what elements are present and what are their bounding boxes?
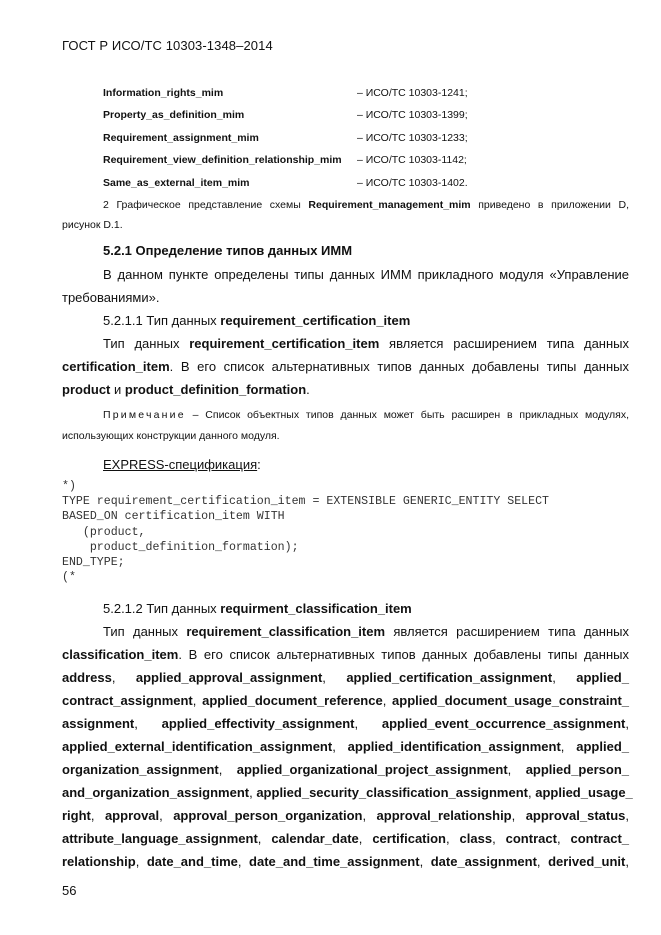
type-list-line (62, 851, 629, 873)
type-name: certification (372, 831, 446, 846)
paragraph-line (62, 644, 629, 666)
mim-reference: – ИСО/ТС 10303-1233; (357, 132, 468, 144)
type-name: and_organization_assignment (62, 785, 250, 800)
document-header: ГОСТ Р ИСО/ТС 10303-1348–2014 (62, 38, 273, 53)
separator: , (362, 808, 377, 823)
note-primechanie-line2: использующих конструкции данного модуля. (62, 430, 280, 442)
mim-name: Property_as_definition_mim (103, 109, 245, 121)
separator: , (382, 693, 393, 708)
paragraph-line: В данном пункте определены типы данных ИММ прикладного модуля «Управление (103, 267, 629, 282)
type-name: applied_person_ (525, 762, 629, 777)
separator: , (492, 831, 506, 846)
type-name: product_definition_formation (124, 382, 307, 397)
separator: , (135, 854, 147, 869)
type-name: applied_usage_ (535, 785, 633, 800)
note-2-text: 2 Графическое представление схемы (103, 199, 309, 211)
type-name: contract_ (570, 831, 630, 846)
mim-reference: – ИСО/ТС 10303-1402. (357, 177, 468, 189)
type-name: applied_identification_assignment (347, 739, 561, 754)
type-name: applied_document_reference (202, 693, 383, 708)
type-name: address (62, 670, 112, 685)
type-name: relationship (62, 854, 136, 869)
separator: , (419, 854, 431, 869)
separator: , (257, 831, 272, 846)
type-name: applied_external_identification_assignment (62, 739, 333, 754)
mim-reference: – ИСО/ТС 10303-1399; (357, 109, 468, 121)
type-name: date_and_time (146, 854, 238, 869)
mim-reference: – ИСО/ТС 10303-1142; (357, 154, 467, 166)
type-name: approval (104, 808, 160, 823)
type-name: applied_organizational_project_assignment (236, 762, 508, 777)
type-name: applied_certification_assignment (346, 670, 553, 685)
note-label: Примечание (103, 409, 186, 421)
express-specification-label (103, 454, 261, 476)
type-name: right (62, 808, 91, 823)
type-name: derived_unit (548, 854, 626, 869)
section-heading-5-2-1-2 (103, 598, 412, 620)
section-heading-5-2-1: 5.2.1 Определение типов данных ИММ (103, 243, 353, 258)
type-name: applied_security_classification_assignment (256, 785, 528, 800)
separator: , (536, 854, 549, 869)
separator: , (511, 808, 526, 823)
mim-name: Requirement_view_definition_relationship_mim (103, 154, 342, 166)
separator: , (192, 693, 203, 708)
type-list-line (62, 759, 629, 781)
text: . (306, 382, 310, 397)
mim-name: Requirement_assignment_mim (103, 132, 259, 144)
type-name: class (459, 831, 493, 846)
type-list-line (62, 828, 629, 850)
type-list-line (62, 736, 629, 758)
type-list-line (62, 713, 629, 735)
type-list-line (62, 805, 629, 827)
separator: , (625, 808, 630, 823)
note-text: Список объектных типов данных может быть расширен в прикладных модулях, (205, 409, 629, 421)
type-name: attribute_language_assignment (62, 831, 258, 846)
type-name: applied_document_usage_constraint_ (392, 693, 629, 708)
type-name: applied_ (576, 670, 629, 685)
note-2-line1 (103, 199, 629, 211)
note-2-line2: рисунок D.1. (62, 219, 123, 231)
separator: , (249, 785, 257, 800)
type-name: approval_status (525, 808, 626, 823)
separator: , (332, 739, 348, 754)
separator: , (507, 762, 526, 777)
type-name: approval_person_organization (173, 808, 363, 823)
type-name: date_and_time_assignment (249, 854, 420, 869)
separator: , (560, 739, 577, 754)
paragraph-line (103, 621, 629, 643)
text: является расширением типа данных (385, 624, 629, 639)
type-name: applied_effectivity_assignment (161, 716, 355, 731)
paragraph-line: требованиями». (62, 290, 160, 305)
heading-type-name: requirement_certification_item (220, 313, 411, 328)
note-2-schema-name: Requirement_management_mim (308, 199, 471, 211)
mim-name: Information_rights_mim (103, 87, 224, 99)
separator: , (625, 854, 629, 869)
type-name: requirement_classification_item (186, 624, 386, 639)
separator: , (111, 670, 136, 685)
type-name: classification_item (62, 647, 179, 662)
note-dash: – (185, 409, 206, 421)
separator: , (237, 854, 250, 869)
express-label-colon: : (257, 457, 261, 472)
type-name: organization_assignment (62, 762, 219, 777)
separator: , (358, 831, 373, 846)
page-number: 56 (62, 883, 77, 898)
text: . В его список альтернативных типов данных добавлены типы данных (178, 647, 629, 662)
section-heading-5-2-1-1 (103, 310, 410, 332)
note-primechanie-line1 (103, 409, 629, 421)
type-name: requirement_certification_item (189, 336, 380, 351)
separator: , (528, 785, 536, 800)
mim-reference: – ИСО/ТС 10303-1241; (357, 87, 468, 99)
type-name: calendar_date (271, 831, 359, 846)
type-name: contract_assignment (62, 693, 193, 708)
type-list-line (62, 690, 629, 712)
heading-text: 5.2.1.1 Тип данных (103, 313, 221, 328)
type-name: product (62, 382, 111, 397)
text: и (110, 382, 125, 397)
text: Тип данных (103, 624, 187, 639)
separator: , (218, 762, 237, 777)
text: Тип данных (103, 336, 190, 351)
separator: , (90, 808, 105, 823)
separator: , (552, 670, 577, 685)
separator: , (134, 716, 162, 731)
paragraph-line (62, 356, 629, 378)
heading-type-name: requirment_classification_item (220, 601, 412, 616)
paragraph-line (62, 379, 310, 401)
type-name: applied_ (576, 739, 629, 754)
separator: , (322, 670, 347, 685)
type-list-line (62, 667, 629, 689)
paragraph-line (103, 333, 629, 355)
separator: , (625, 716, 629, 731)
type-list-line (62, 782, 633, 804)
separator: , (159, 808, 174, 823)
type-name: approval_relationship (376, 808, 512, 823)
separator: , (556, 831, 571, 846)
type-name: certification_item (62, 359, 170, 374)
express-label-text: EXPRESS-спецификация (103, 457, 258, 472)
separator: , (446, 831, 460, 846)
note-2-text: приведено в приложении D, (470, 199, 630, 211)
mim-name: Same_as_external_item_mim (103, 177, 250, 189)
type-name: date_assignment (430, 854, 537, 869)
type-name: applied_approval_assignment (135, 670, 323, 685)
separator: , (354, 716, 382, 731)
express-code-block: *) TYPE requirement_certification_item = EXTENSIBLE GENERIC_ENTITY SELECT BASED_ON certification_item WITH (product, product_definition_formation); END_TYPE; (* (62, 480, 550, 585)
type-name: applied_event_occurrence_assignment (381, 716, 626, 731)
heading-text: 5.2.1.2 Тип данных (103, 601, 221, 616)
text: . В его список альтернативных типов данных добавлены типы данных (169, 359, 629, 374)
type-name: contract (505, 831, 557, 846)
text: является расширением типа данных (379, 336, 629, 351)
type-name: assignment (62, 716, 135, 731)
